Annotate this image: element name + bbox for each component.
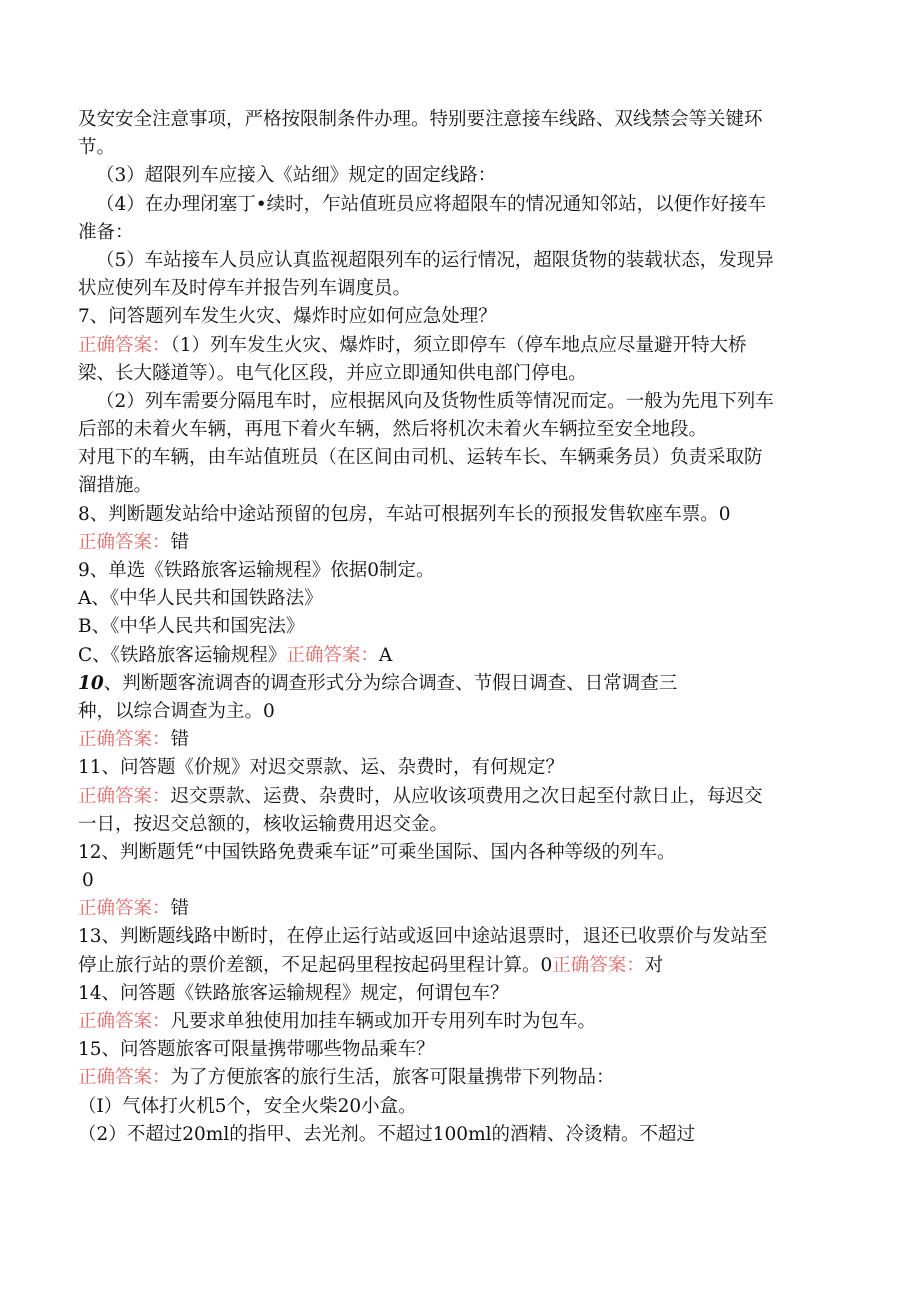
text-line: （4）在办理闭塞丁•续时，乍站值班员应将超限车的情况通知邻站，以便作好接车: [96, 193, 767, 215]
question-8: 8、判断题发站给中途站预留的包房，车站可根据列车长的预报发售软座车票。0: [78, 503, 731, 525]
text-line: 及安安全注意事项，严格按限制条件办理。特别要注意接车线路、双线禁会等关键环: [78, 109, 763, 130]
answer-label: 正确答案：: [78, 1067, 171, 1089]
text-line: 种，以综合调查为主。0: [78, 700, 275, 722]
answer-text: 为了方便旅客的旅行生活，旅客可限量携带下列物品：: [170, 1067, 615, 1089]
question-number: 10: [78, 672, 104, 694]
answer-label: 正确答案：: [78, 531, 171, 553]
question-15: 15、问答题旅客可限量携带哪些物品乘车？: [78, 1039, 435, 1061]
text-line: 准备：: [78, 221, 134, 243]
answer-line: [78, 332, 838, 360]
text-line: 对甩下的车辆，由车站值班员（在区间由司机、运转车长、车辆乘务员）负责采取防: [78, 447, 763, 469]
text-line: 梁、长大隧道等）。电气化区段，并应立即通知供电部门停电。: [78, 362, 587, 384]
answer-label: 正确答案：: [78, 1011, 171, 1032]
question-7: 7、问答题列车发生火灾、爆炸时应如何应急处理？: [78, 306, 497, 328]
answer-label: 正确答案：: [286, 644, 379, 666]
question-10: [78, 670, 838, 698]
answer-text: 迟交票款、运费、杂费时，从应收该项费用之次日起至付款日止，每迟交: [170, 785, 763, 807]
question-text: 停止旅行站的票价差额，不足起码里程按起码里程计算。0: [78, 954, 553, 976]
text-line: （5）车站接车人员应认真监视超限列车的运行情况，超限货物的装载状态，发现异: [96, 249, 774, 271]
text-line: 一日，按迟交总额的，核收运输费用迟交金。: [78, 813, 449, 835]
question-text: 、判断题客流调杳的调查形式分为综合调查、节假日调查、日常调查三: [103, 672, 678, 694]
answer-label: 正确答案：: [78, 729, 171, 751]
text-line: （3）超限列车应接入《站细》规定的固定线路：: [96, 165, 497, 187]
text-line: （2）列车需要分隔甩车时，应根据风向及货物性质等情况而定。一般为先甩下列车: [96, 390, 774, 412]
document-page: [78, 106, 838, 1149]
answer-text: 凡要求单独使用加挂车辆或加开专用列车时为包车。: [170, 1011, 597, 1032]
answer-label: 正确答案：: [78, 334, 171, 356]
option-a: A、《中华人民共和国铁路法》: [78, 588, 323, 610]
question-9: 9、单选《铁路旅客运输规程》依据0制定。: [78, 560, 435, 581]
text-line: （2）不超过20ml的指甲、去光剂。不超过100ml的酒精、冷烫精。不超过: [78, 1123, 696, 1145]
answer-line: [78, 783, 838, 811]
text-line: 后部的未着火车辆，再甩下着火车辆，然后将机次未着火车辆拉至安全地段。: [78, 419, 708, 441]
option-c-text: C、《铁路旅客运输规程》: [78, 644, 287, 666]
option-b: B、《中华人民共和国宪法》: [78, 616, 305, 638]
answer-line: [78, 895, 838, 923]
text-line: 0: [82, 870, 94, 892]
answer-label: 正确答案：: [78, 785, 171, 807]
answer-line: [78, 952, 838, 980]
question-14: 14、问答题《铁路旅客运输规程》规定，何谓包车？: [78, 982, 509, 1004]
question-12: 12、判断题凭“中国铁路免费乘车证”可乘坐国际、国内各种等级的列车。: [78, 841, 676, 863]
text-line: 溜措施。: [78, 475, 153, 497]
answer-label: 正确答案：: [552, 954, 645, 976]
text-line: 节。: [78, 137, 116, 159]
option-c: [78, 642, 838, 670]
answer-text: （1）列车发生火灾、爆炸时，须立即停车（停车地点应尽量避开特大桥: [170, 334, 747, 356]
answer-text: 对: [644, 954, 664, 976]
answer-line: [78, 529, 838, 557]
answer-label: 正确答案：: [78, 898, 171, 920]
question-13: 13、判断题线路中断时，在停止运行站或返回中途站退票时，退还已收票价与发站至: [78, 926, 768, 948]
answer-text: 错: [170, 898, 190, 920]
answer-line: [78, 1008, 838, 1036]
question-11: 11、问答题《价规》对迟交票款、运、杂费时，有何规定？: [78, 757, 565, 779]
answer-text: 错: [170, 531, 190, 553]
answer-line: [78, 1064, 838, 1092]
answer-text: A: [378, 644, 393, 666]
answer-line: [78, 726, 838, 754]
text-line: 状应使列车及时停车并报告列车调度员。: [78, 278, 412, 300]
answer-text: 错: [170, 729, 190, 751]
text-line: （I）气体打火机5个，安全火柴20小盒。: [78, 1095, 417, 1117]
